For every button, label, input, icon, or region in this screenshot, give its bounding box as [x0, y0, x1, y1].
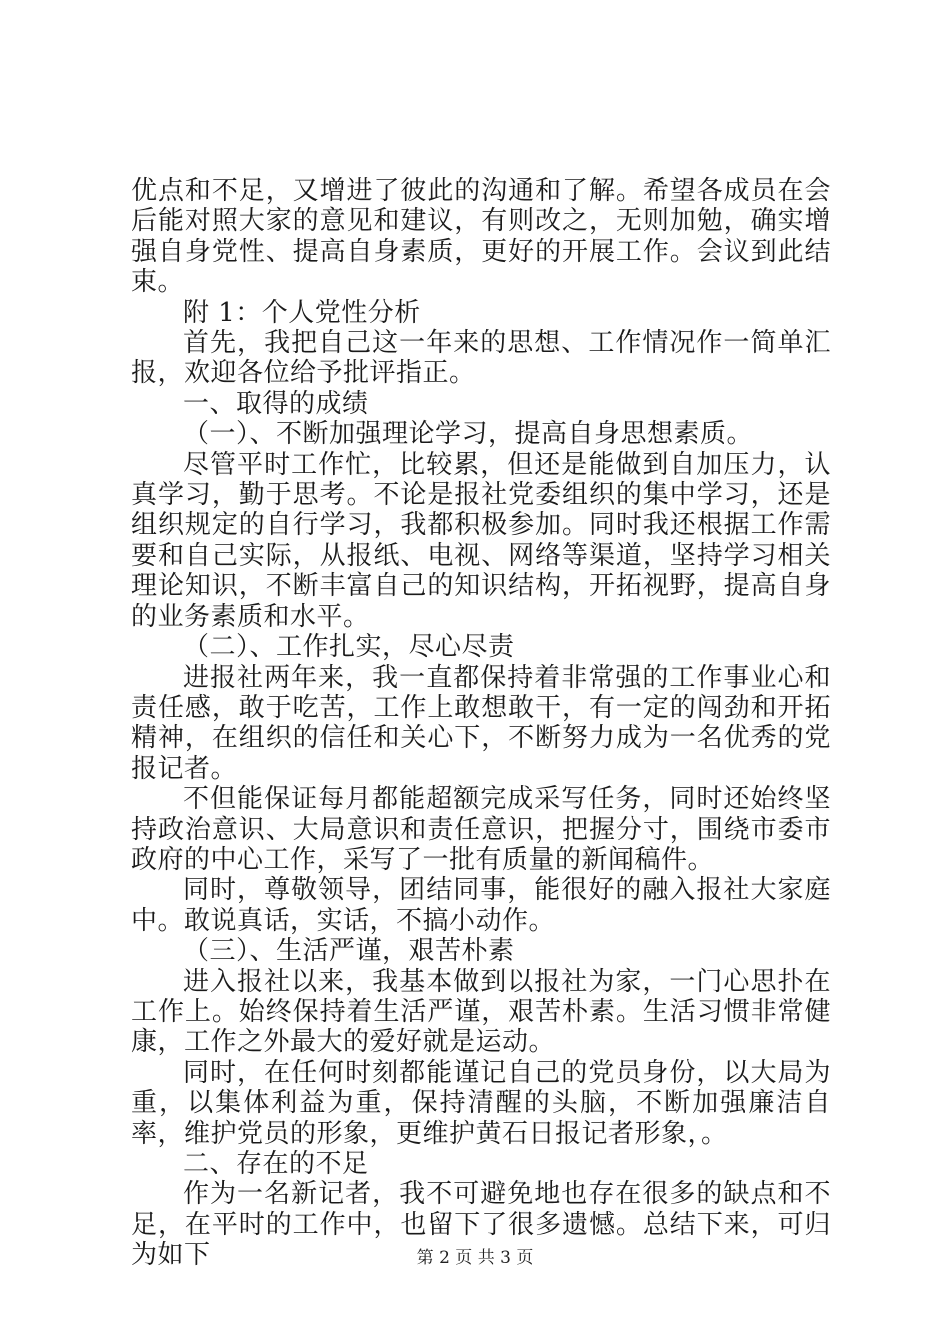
subheading-diligent-work: （二）、工作扎实，尽心尽责 [183, 632, 515, 663]
paragraph-work-attitude: 进报社两年来，我一直都保持着非常强的工作事业心和责任感，敢于吃苦，工作上敢想敢干，有一定的闯劲和开拓精神，在组织的信任和关心下，不断努力成为一名优秀的党报记者。 [131, 662, 831, 784]
subheading-theory-study: （一）、不断加强理论学习，提高自身思想素质。 [183, 419, 754, 450]
paragraph-colleagues: 同时，尊敬领导，团结同事，能很好的融入报社大家庭中。敢说真话，实话，不搞小动作。 [131, 875, 831, 936]
paragraph-intro: 首先，我把自己这一年来的思想、工作情况作一简单汇报，欢迎各位给予批评指正。 [131, 328, 831, 389]
paragraph-continuation: 优点和不足，又增进了彼此的沟通和了解。希望各成员在会后能对照大家的意见和建议，有则改之，无则加勉，确实增强自身党性、提高自身素质，更好的开展工作。会议到此结束。 [131, 176, 831, 298]
paragraph-life: 进入报社以来，我基本做到以报社为家，一门心思扑在工作上。始终保持着生活严谨，艰苦朴素。生活习惯非常健康，工作之外最大的爱好就是运动。 [131, 966, 831, 1058]
section-heading-shortcomings: 二、存在的不足 [183, 1149, 369, 1179]
subheading-frugal-life: （三）、生活严谨，艰苦朴素 [183, 936, 515, 967]
paragraph-party-member: 同时，在任何时刻都能谨记自己的党员身份，以大局为重，以集体利益为重，保持清醒的头脑，不断加强廉洁自率，维护党员的形象，更维护黄石日报记者形象，。 [131, 1057, 831, 1149]
page-number-footer: 第 2 页 共 3 页 [416, 1248, 534, 1268]
paragraph-shortcomings: 作为一名新记者，我不可避免地也存在很多的缺点和不足，在平时的工作中，也留下了很多遗憾。总结下来，可归为如下 [131, 1179, 831, 1271]
appendix-title: 附 1：个人党性分析 [183, 297, 421, 328]
document-body [131, 176, 831, 1271]
paragraph-theory-study: 尽管平时工作忙，比较累，但还是能做到自加压力，认真学习，勤于思考。不论是报社党委组织的集中学习，还是组织规定的自行学习，我都积极参加。同时我还根据工作需要和自己实际，从报纸、电视、网络等渠道，坚持学习相关理论知识，不断丰富自己的知识结构，开拓视野，提高自身的业务素质和水平。 [131, 449, 831, 632]
section-heading-achievements: 一、取得的成绩 [183, 388, 369, 419]
paragraph-tasks: 不但能保证每月都能超额完成采写任务，同时还始终坚持政治意识、大局意识和责任意识，把握分寸，围绕市委市政府的中心工作，采写了一批有质量的新闻稿件。 [131, 784, 831, 875]
